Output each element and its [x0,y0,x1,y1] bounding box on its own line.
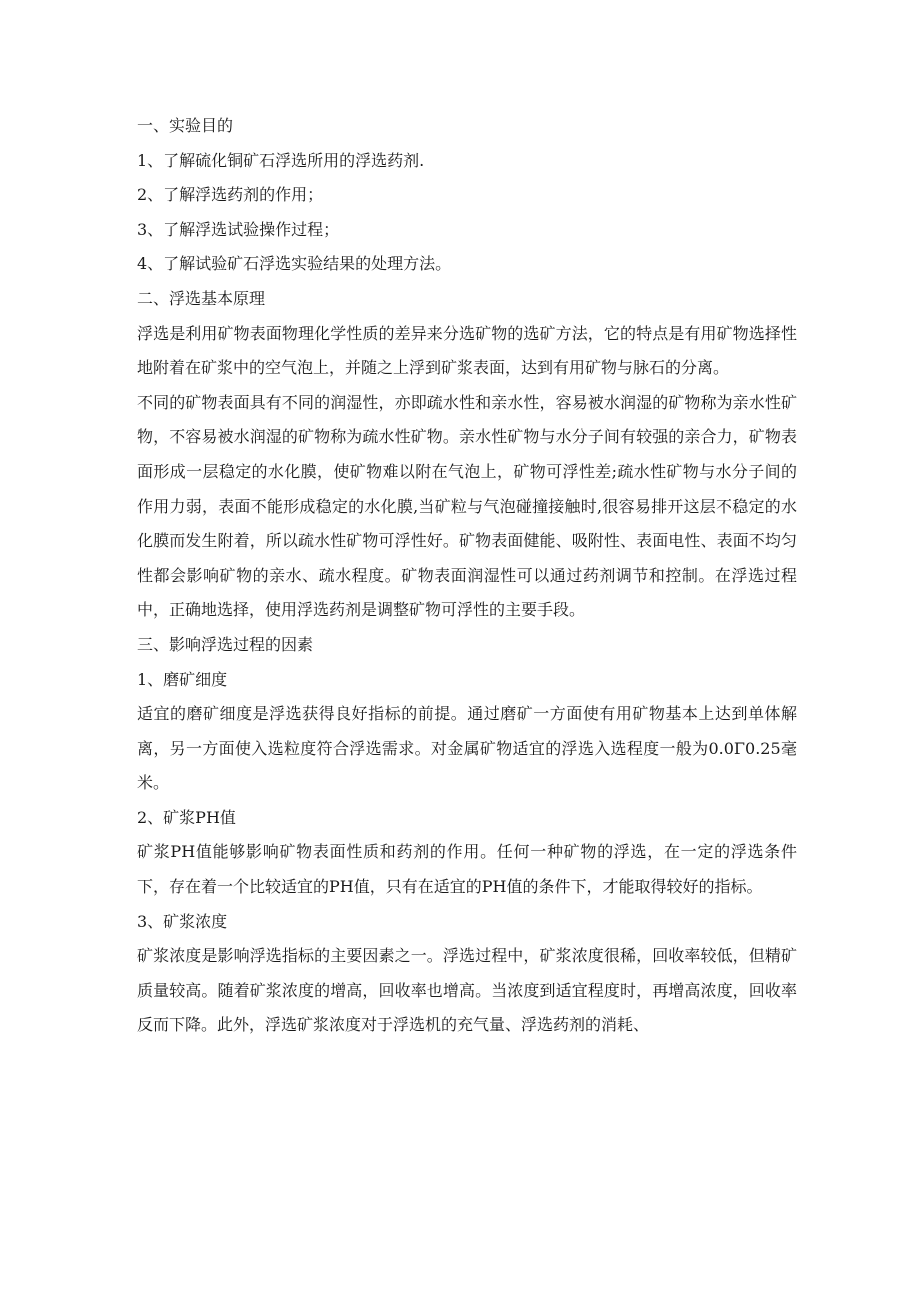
principles-paragraph-2: 不同的矿物表面具有不同的润湿性，亦即疏水性和亲水性，容易被水润湿的矿物称为亲水性矿物，不容易被水润湿的矿物称为疏水性矿物。亲水性矿物与水分子间有较强的亲合力，矿物表面形成一层稳定的水化膜，使矿物难以附在气泡上，矿物可浮性差;疏水性矿物与水分子间的作用力弱，表面不能形成稳定的水化膜,当矿粒与气泡碰撞接触时,很容易排开这层不稳定的水化膜而发生附着，所以疏水性矿物可浮性好。矿物表面健能、吸附性、表面电性、表面不均匀性都会影响矿物的亲水、疏水程度。矿物表面润湿性可以通过药剂调节和控制。在浮选过程中，正确地选择，使用浮选药剂是调整矿物可浮性的主要手段。 [137,392,797,620]
objective-item-1: 1、了解硫化铜矿石浮选所用的浮选药剂. [137,150,425,170]
factor-paragraph-ph: 矿浆PH值能够影响矿物表面性质和药剂的作用。任何一种矿物的浮选，在一定的浮选条件下，存在着一个比较适宜的PH值，只有在适宜的PH值的条件下，才能取得较好的指标。 [137,842,797,897]
factor-heading-density: 3、矿浆浓度 [137,911,228,931]
factor-paragraph-density: 矿浆浓度是影响浮选指标的主要因素之一。浮选过程中，矿浆浓度很稀，回收率较低，但精矿质量较高。随着矿浆浓度的增高，回收率也增高。当浓度到适宜程度时，再增高浓度，回收率反而下降。此外，浮选矿浆浓度对于浮选机的充气量、浮选药剂的消耗、 [137,946,797,1035]
principles-paragraph-1: 浮选是利用矿物表面物理化学性质的差异来分选矿物的选矿方法，它的特点是有用矿物选择性地附着在矿浆中的空气泡上，并随之上浮到矿浆表面，达到有用矿物与脉石的分离。 [137,323,797,378]
objective-item-4: 4、了解试验矿石浮选实验结果的处理方法。 [137,254,452,274]
section-heading-principles: 二、浮选基本原理 [137,288,266,308]
objective-item-3: 3、了解浮选试验操作过程； [137,219,340,239]
document-body [137,109,797,1043]
objective-item-2: 2、了解浮选药剂的作用； [137,185,324,205]
factor-paragraph-grinding: 适宜的磨矿细度是浮选获得良好指标的前提。通过磨矿一方面使有用矿物基本上达到单体解离，另一方面使入选粒度符合浮选需求。对金属矿物适宜的浮选入选程度一般为0.0Γ0.25毫米。 [137,704,797,793]
factor-heading-ph: 2、矿浆PH值 [137,807,236,827]
factor-heading-grinding: 1、磨矿细度 [137,669,228,689]
section-heading-factors: 三、影响浮选过程的因素 [137,634,314,654]
section-heading-objectives: 一、实验目的 [137,116,234,135]
